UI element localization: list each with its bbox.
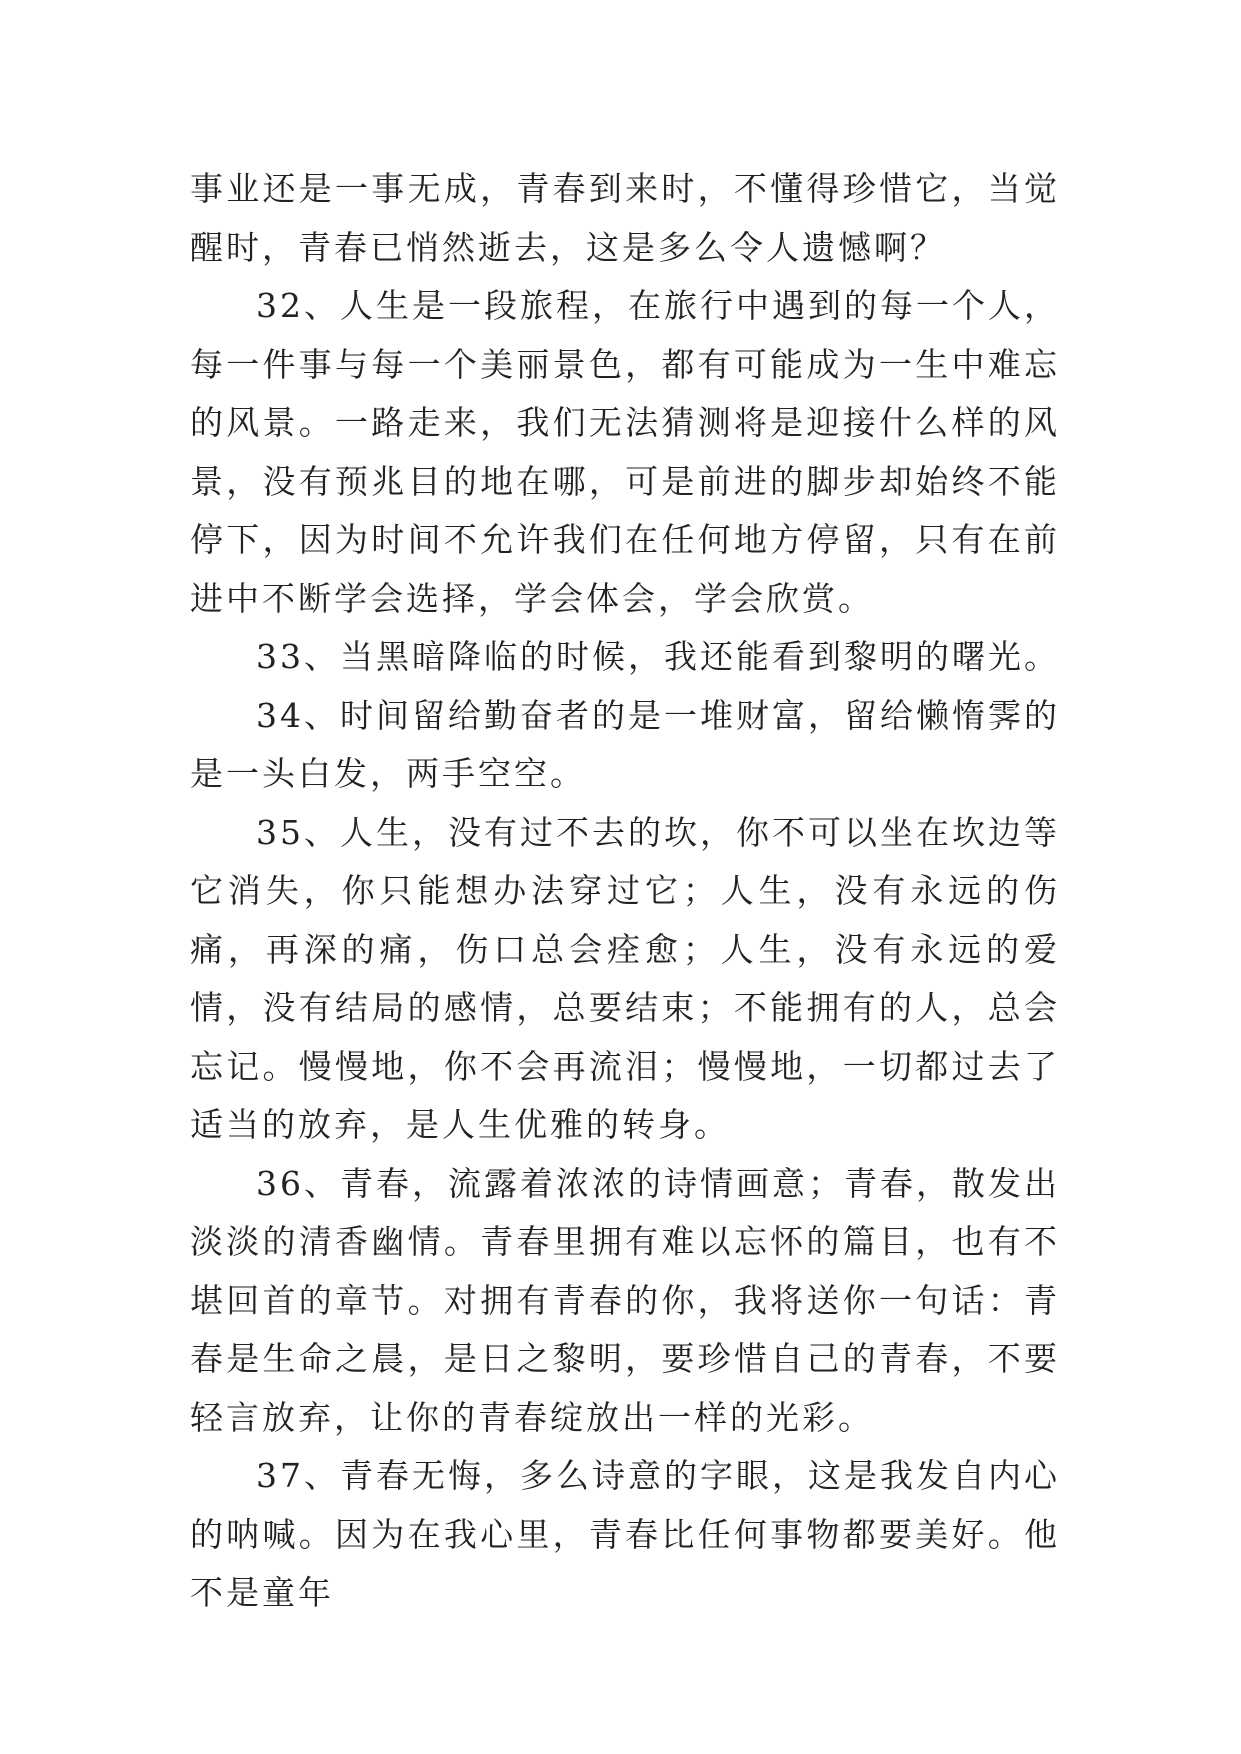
paragraph-35: 35、人生，没有过不去的坎，你不可以坐在坎边等它消失，你只能想办法穿过它；人生，没有永远的伤痛，再深的痛，伤口总会痊愈；人生，没有永远的爱情，没有结局的感情，总要结束；不能拥有的人，总会忘记。慢慢地，你不会再流泪；慢慢地，一切都过去了适当的放弃，是人生优雅的转身。	[190, 812, 1060, 1144]
paragraph-32: 32、人生是一段旅程，在旅行中遇到的每一个人，每一件事与每一个美丽景色，都有可能成为一生中难忘的风景。一路走来，我们无法猜测将是迎接什么样的风景，没有预兆目的地在哪，可是前进的脚步却始终不能停下，因为时间不允许我们在任何地方停留，只有在前进中不断学会选择，学会体会，学会欣赏。	[190, 286, 1060, 618]
paragraph-33: 33、当黑暗降临的时候，我还能看到黎明的曙光。	[256, 637, 1060, 676]
document-body	[190, 160, 1060, 1623]
paragraph-36: 36、青春，流露着浓浓的诗情画意；青春，散发出淡淡的清香幽情。青春里拥有难以忘怀的篇目，也有不堪回首的章节。对拥有青春的你，我将送你一句话：青春是生命之晨，是日之黎明，要珍惜自己的青春，不要轻言放弃，让你的青春绽放出一样的光彩。	[190, 1163, 1060, 1437]
paragraph-continued: 事业还是一事无成，青春到来时，不懂得珍惜它，当觉醒时，青春已悄然逝去，这是多么令人遗憾啊？	[190, 169, 1060, 267]
paragraph-37: 37、青春无悔，多么诗意的字眼，这是我发自内心的呐喊。因为在我心里，青春比任何事物都要美好。他不是童年	[190, 1456, 1060, 1612]
paragraph-34: 34、时间留给勤奋者的是一堆财富，留给懒惰霁的是一头白发，两手空空。	[190, 695, 1060, 793]
